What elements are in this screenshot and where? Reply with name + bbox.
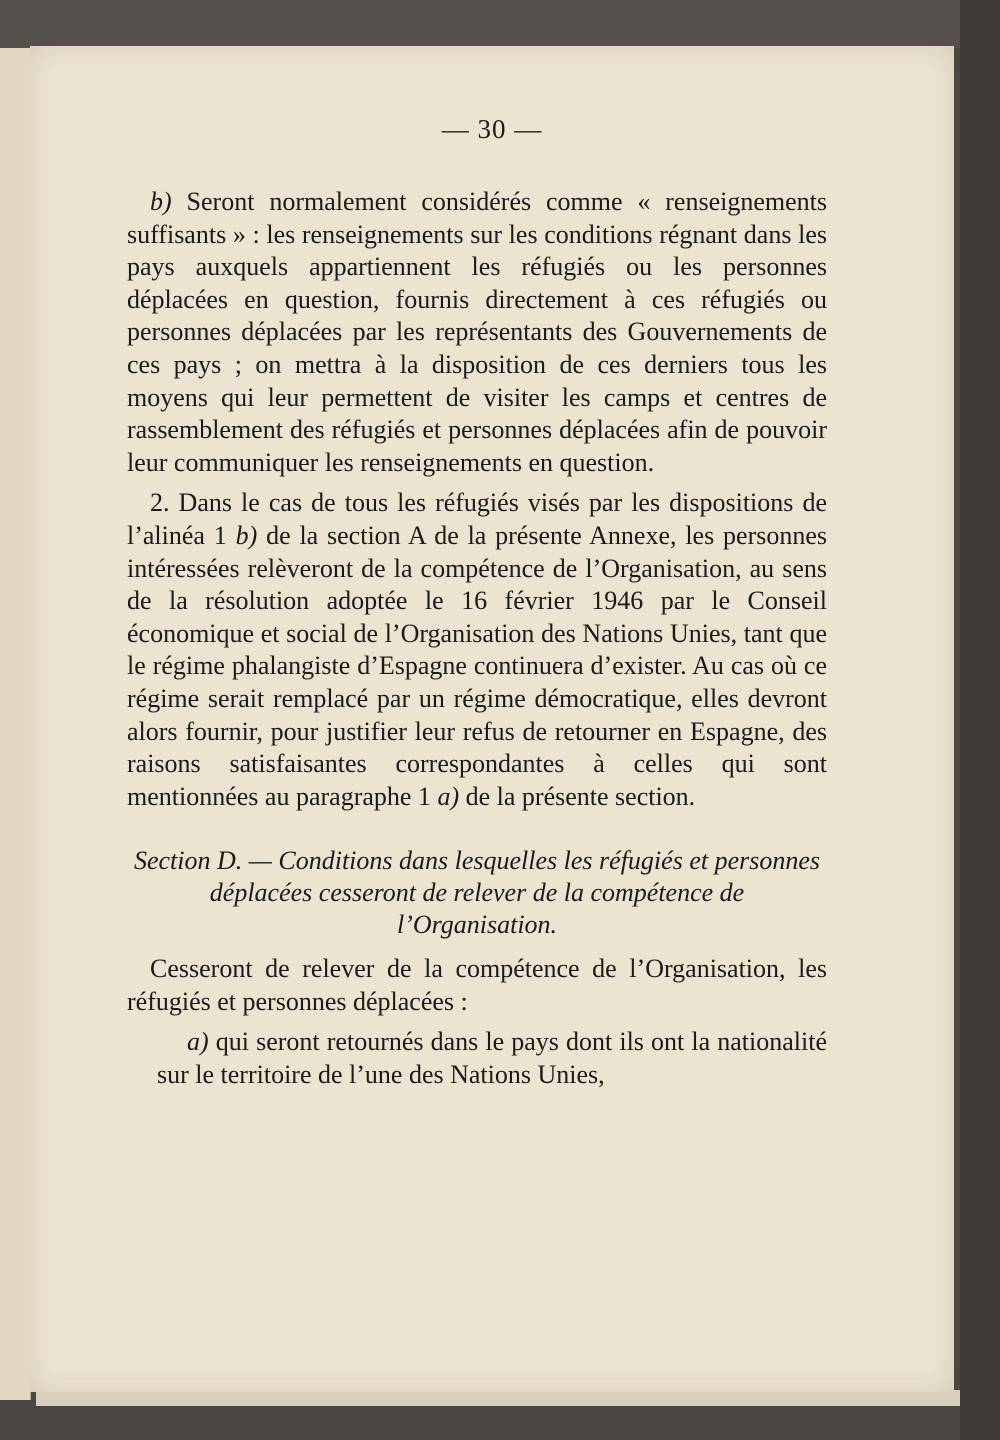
paragraph-b bbox=[127, 186, 827, 479]
page-body bbox=[127, 186, 827, 1092]
page-stack-edge bbox=[36, 1390, 960, 1406]
item-a-text: qui seront retournés dans le pays dont ils ont la nationalité sur le territoire de l’une des Nations Unies, bbox=[157, 1027, 827, 1090]
paragraph-2-ref2: a) bbox=[437, 781, 460, 811]
item-a-label: a) bbox=[187, 1027, 209, 1057]
backdrop-top bbox=[0, 0, 1000, 48]
paragraph-2-text-after: de la section A de la présente Annexe, les personnes intéressées relèveront de la compétence de l’Organisation, au sens de la résolution adoptée le 16 février 1946 par le Conseil économique et social de l’Organisation des Nations Unies, tant que le régime phalangiste d’Espagne continuera d’exister. Au cas où ce régime serait remplacé par un régime démocratique, elles devront alors fournir, pour justifier leur refus de retourner en Espagne, des raisons satisfaisantes correspondantes à celles qui sont mentionnées au paragraphe 1 bbox=[127, 520, 828, 811]
item-a bbox=[127, 1026, 827, 1091]
page-number: — 30 — bbox=[441, 114, 543, 144]
document-page bbox=[30, 46, 954, 1392]
backdrop-right bbox=[960, 0, 1000, 1440]
paragraph-b-label: b) bbox=[150, 187, 172, 216]
paragraph-2-text-before: 2. Dans le cas de tous les réfugiés visés par les dispositions de l’alinéa 1 bbox=[127, 488, 827, 550]
paragraph-2-text-end: de la présente section. bbox=[459, 781, 696, 811]
intro-paragraph: Cesseront de relever de la compétence de l’Organisation, les réfugiés et personnes déplacées : bbox=[127, 954, 827, 1016]
facing-page-edge bbox=[0, 48, 31, 1400]
paragraph-2 bbox=[127, 487, 827, 813]
paragraph-b-text: Seront normalement considérés comme « renseignements suffisants » : les renseignements sur les conditions régnant dans les pays auxquels appartiennent les réfugiés ou les personnes déplacées en question, fournis directement à ces réfugiés ou personnes déplacées par les représentants des Gouvernements de ces pays ; on mettra à la disposition de ces derniers tous les moyens qui leur permettent de visiter les camps et centres de rassemblement des réfugiés et personnes déplacées afin de pouvoir leur communiquer les renseignements en question. bbox=[127, 187, 827, 477]
section-heading: Section D. — Conditions dans lesquelles les réfugiés et personnes déplacées cesseront de relever de la compétence de l’Organisation. bbox=[133, 846, 821, 940]
paragraph-2-ref: b) bbox=[235, 520, 258, 550]
